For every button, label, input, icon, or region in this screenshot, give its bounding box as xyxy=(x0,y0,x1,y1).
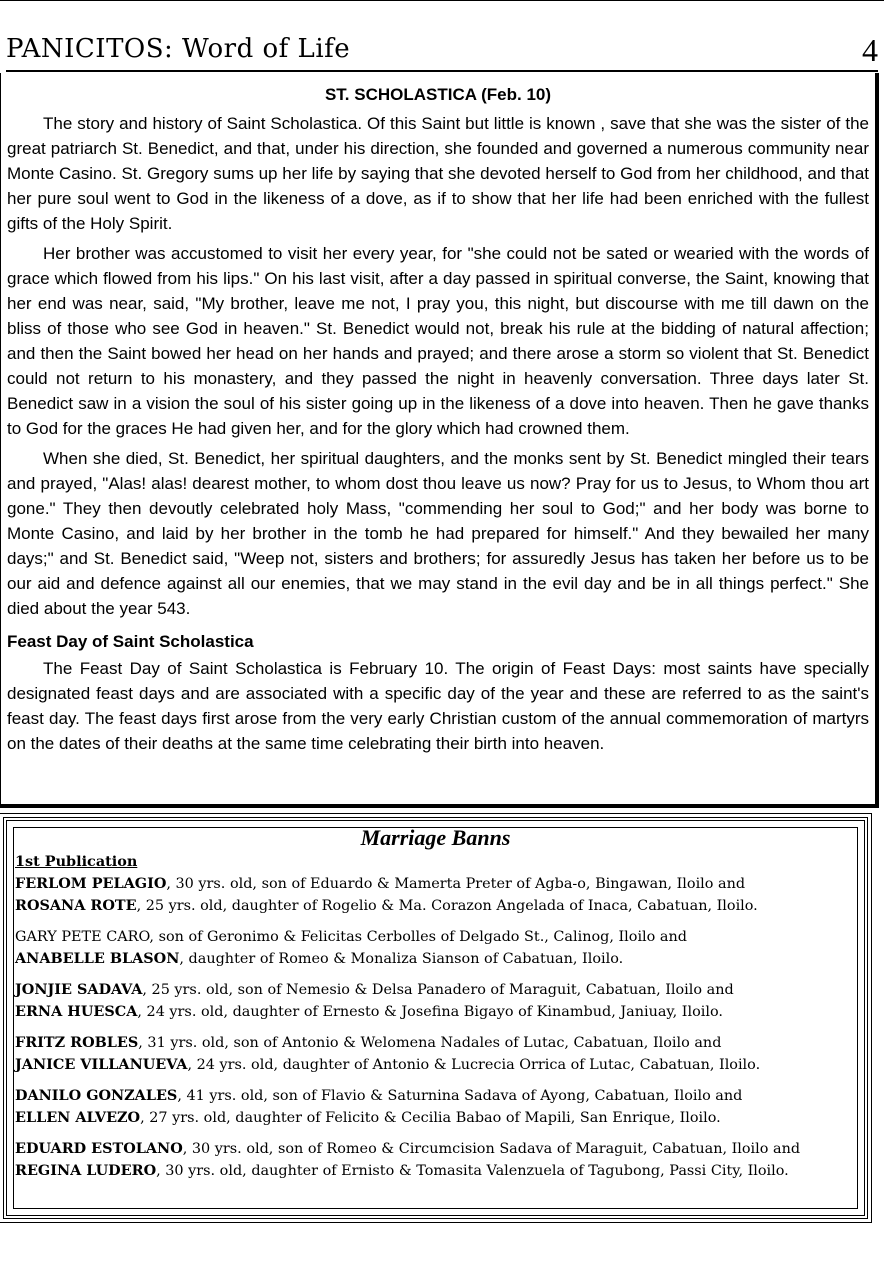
groom-details: , 30 yrs. old, son of Eduardo & Mamerta Preter of Agba-o, Bingawan, Iloilo and xyxy=(166,876,746,892)
banns-list xyxy=(7,851,864,1182)
bride-line xyxy=(15,1001,856,1023)
marriage-banns-title: Marriage Banns xyxy=(360,825,511,850)
bride-name: ROSANA ROTE xyxy=(15,897,137,914)
groom-name: EDUARD ESTOLANO xyxy=(15,1140,183,1157)
publication-label: 1st Publication xyxy=(15,853,138,870)
bride-line xyxy=(15,948,856,970)
article-box xyxy=(0,73,879,808)
banns-entry xyxy=(15,1138,856,1182)
bride-line xyxy=(15,1160,856,1182)
bride-line xyxy=(15,1107,856,1129)
banns-entry xyxy=(15,1032,856,1076)
newsletter-title: PANICITOS: Word of Life xyxy=(6,34,351,64)
groom-line xyxy=(15,979,856,1001)
marriage-banns-content xyxy=(7,825,864,1182)
banns-entry xyxy=(15,1085,856,1129)
groom-details: , son of Geronimo & Felicitas Cerbolles of Delgado St., Calinog, Iloilo and xyxy=(149,929,687,945)
header-rule xyxy=(6,70,878,72)
groom-line xyxy=(15,1085,856,1107)
couples-list xyxy=(15,873,856,1182)
groom-name: FERLOM PELAGIO xyxy=(15,875,167,892)
feast-day-paragraph: The Feast Day of Saint Scholastica is February 10. The origin of Feast Days: most saints have specially designated feast days and are associated with a specific day of the year and these are referred to as the saint's feast day. The feast days first arose from the very early Christian custom of the annual commemoration of martyrs on the dates of their deaths at the same time celebrating their birth into heaven. xyxy=(7,659,869,753)
article-paragraph: When she died, St. Benedict, her spiritual daughters, and the monks sent by St. Benedict mingled their tears and prayed, "Alas! alas! dearest mother, to whom dost thou leave us now? Pray for us to Jesus, to Whom thou art gone." They then devoutly celebrated holy Mass, "commending her soul to God;" and her body was borne to Monte Casino, and laid by her brother in the tomb he had prepared for himself." And they bewailed her many days;" and St. Benedict said, "Weep not, sisters and brothers; for assuredly Jesus has taken her before us to be our aid and defence against all our enemies, that we may stand in the evil day and be in all things perfect." She died about the year 543. xyxy=(7,449,869,618)
groom-line xyxy=(15,926,856,948)
feast-day-heading: Feast Day of Saint Scholastica xyxy=(7,632,254,651)
marriage-banns-frame xyxy=(3,817,868,1219)
bride-name: ELLEN ALVEZO xyxy=(15,1109,141,1126)
groom-line xyxy=(15,873,856,895)
groom-name: FRITZ ROBLES xyxy=(15,1034,139,1051)
groom-line xyxy=(15,1138,856,1160)
bride-details: , daughter of Romeo & Monaliza Sianson of Cabatuan, Iloilo. xyxy=(179,951,624,967)
groom-name: JONJIE SADAVA xyxy=(15,981,143,998)
groom-name: GARY PETE CARO xyxy=(15,929,150,945)
article-paragraph: The story and history of Saint Scholastica. Of this Saint but little is known , save that she was the sister of the great patriarch St. Benedict, and that, under his direction, she founded and governed a numerous community near Monte Casino. St. Gregory sums up her life by saying that she devoted herself to God from her childhood, and that her pure soul went to God in the likeness of a dove, as if to show that her life had been enriched with the fullest gifts of the Holy Spirit. xyxy=(7,114,869,233)
groom-name: DANILO GONZALES xyxy=(15,1087,178,1104)
bride-details: , 24 yrs. old, daughter of Ernesto & Josefina Bigayo of Kinambud, Janiuay, Iloilo. xyxy=(137,1004,723,1020)
bride-name: JANICE VILLANUEVA xyxy=(15,1056,188,1073)
bride-name: REGINA LUDERO xyxy=(15,1162,157,1179)
page-number: 4 xyxy=(862,32,878,68)
bride-line xyxy=(15,1054,856,1076)
banns-entry xyxy=(15,926,856,970)
bride-details: , 27 yrs. old, daughter of Felicito & Cecilia Babao of Mapili, San Enrique, Iloilo. xyxy=(140,1110,721,1126)
groom-details: , 25 yrs. old, son of Nemesio & Delsa Panadero of Maraguit, Cabatuan, Iloilo and xyxy=(142,982,734,998)
groom-details: , 41 yrs. old, son of Flavio & Saturnina Sadava of Ayong, Cabatuan, Iloilo and xyxy=(177,1088,743,1104)
bride-details: , 24 yrs. old, daughter of Antonio & Lucrecia Orrica of Lutac, Cabatuan, Iloilo. xyxy=(187,1057,761,1073)
top-border-rule xyxy=(0,0,884,1)
article-body xyxy=(1,111,875,756)
bride-details: , 25 yrs. old, daughter of Rogelio & Ma. Corazon Angelada of Inaca, Cabatuan, Iloilo. xyxy=(136,898,758,914)
groom-details: , 30 yrs. old, son of Romeo & Circumcision Sadava of Maraguit, Cabatuan, Iloilo and xyxy=(182,1141,801,1157)
article-title: ST. SCHOLASTICA (Feb. 10) xyxy=(324,85,552,104)
groom-details: , 31 yrs. old, son of Antonio & Welomena Nadales of Lutac, Cabatuan, Iloilo and xyxy=(138,1035,722,1051)
bride-name: ERNA HUESCA xyxy=(15,1003,138,1020)
banns-entry xyxy=(15,979,856,1023)
page-header xyxy=(6,34,878,70)
bride-line xyxy=(15,895,856,917)
banns-entry xyxy=(15,873,856,917)
article-paragraph: Her brother was accustomed to visit her every year, for "she could not be sated or wearied with the words of grace which flowed from his lips." On his last visit, after a day passed in spiritual converse, the Saint, knowing that her end was near, said, "My brother, leave me not, I pray you, this night, but discourse with me till dawn on the bliss of those who see God in heaven." St. Benedict would not, break his rule at the bidding of natural affection; and then the Saint bowed her head on her hands and prayed; and there arose a storm so violent that St. Benedict could not return to his monastery, and they passed the night in heavenly conversation. Three days later St. Benedict saw in a vision the soul of his sister going up in the likeness of a dove into heaven. Then he gave thanks to God for the graces He had given her, and for the glory which had crowned them. xyxy=(7,244,869,438)
bride-details: , 30 yrs. old, daughter of Ernisto & Tomasita Valenzuela of Tagubong, Passi City, Iloilo. xyxy=(156,1163,789,1179)
groom-line xyxy=(15,1032,856,1054)
bride-name: ANABELLE BLASON xyxy=(15,950,180,967)
